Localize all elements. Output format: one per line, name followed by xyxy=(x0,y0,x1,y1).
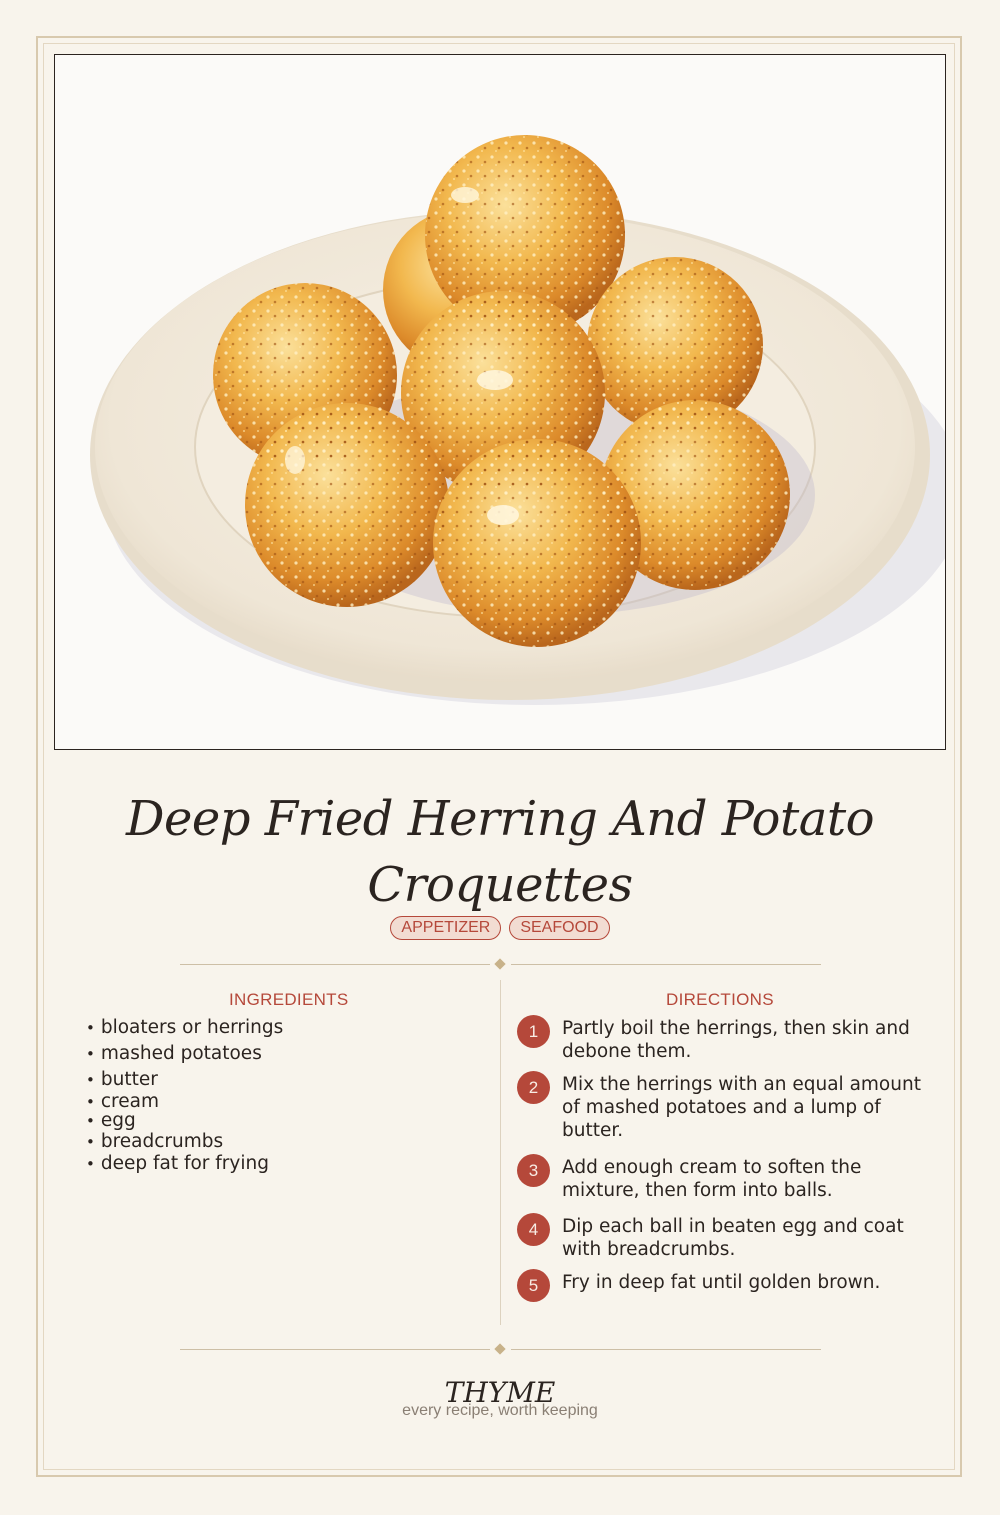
ingredient-item: • breadcrumbs xyxy=(86,1131,223,1152)
diamond-ornament-icon xyxy=(494,1343,505,1354)
croquette-balls xyxy=(213,135,790,647)
diamond-ornament-icon xyxy=(494,958,505,969)
step-number-badge: 2 xyxy=(517,1071,550,1104)
step-text: Dip each ball in beaten egg and coat with breadcrumbs. xyxy=(562,1216,904,1260)
bottom-divider xyxy=(180,1342,821,1356)
tag-appetizer[interactable]: APPETIZER xyxy=(390,916,501,940)
step-number-badge: 4 xyxy=(517,1213,550,1246)
ingredient-item: • egg xyxy=(86,1110,136,1131)
step-text: Fry in deep fat until golden brown. xyxy=(562,1272,881,1293)
step-text: Add enough cream to soften the mixture, then form into balls. xyxy=(562,1157,862,1201)
step-number-badge: 1 xyxy=(517,1015,550,1048)
brand-tagline: every recipe, worth keeping xyxy=(402,1402,598,1419)
step-text: Mix the herrings with an equal amount of mashed potatoes and a lump of butter. xyxy=(562,1074,921,1141)
step-text: Partly boil the herrings, then skin and debone them. xyxy=(562,1018,910,1062)
recipe-title: Deep Fried Herring And Potato Croquettes xyxy=(125,791,875,913)
top-divider xyxy=(180,957,821,971)
recipe-photo xyxy=(54,54,946,750)
directions-heading: DIRECTIONS xyxy=(666,990,774,1009)
step-number-badge: 5 xyxy=(517,1269,550,1302)
ingredient-item: • mashed potatoes xyxy=(86,1043,262,1064)
tag-seafood[interactable]: SEAFOOD xyxy=(509,916,609,940)
ingredient-item: • bloaters or herrings xyxy=(86,1017,283,1038)
ingredients-heading: INGREDIENTS xyxy=(229,990,349,1009)
ingredient-item: • butter xyxy=(86,1069,158,1090)
step-number-badge: 3 xyxy=(517,1154,550,1187)
ingredient-item: • deep fat for frying xyxy=(86,1153,269,1174)
column-divider xyxy=(500,980,501,1325)
ingredient-item: • cream xyxy=(86,1091,159,1112)
tag-list xyxy=(0,916,1000,940)
brand-logo-text: THYME xyxy=(444,1376,556,1409)
